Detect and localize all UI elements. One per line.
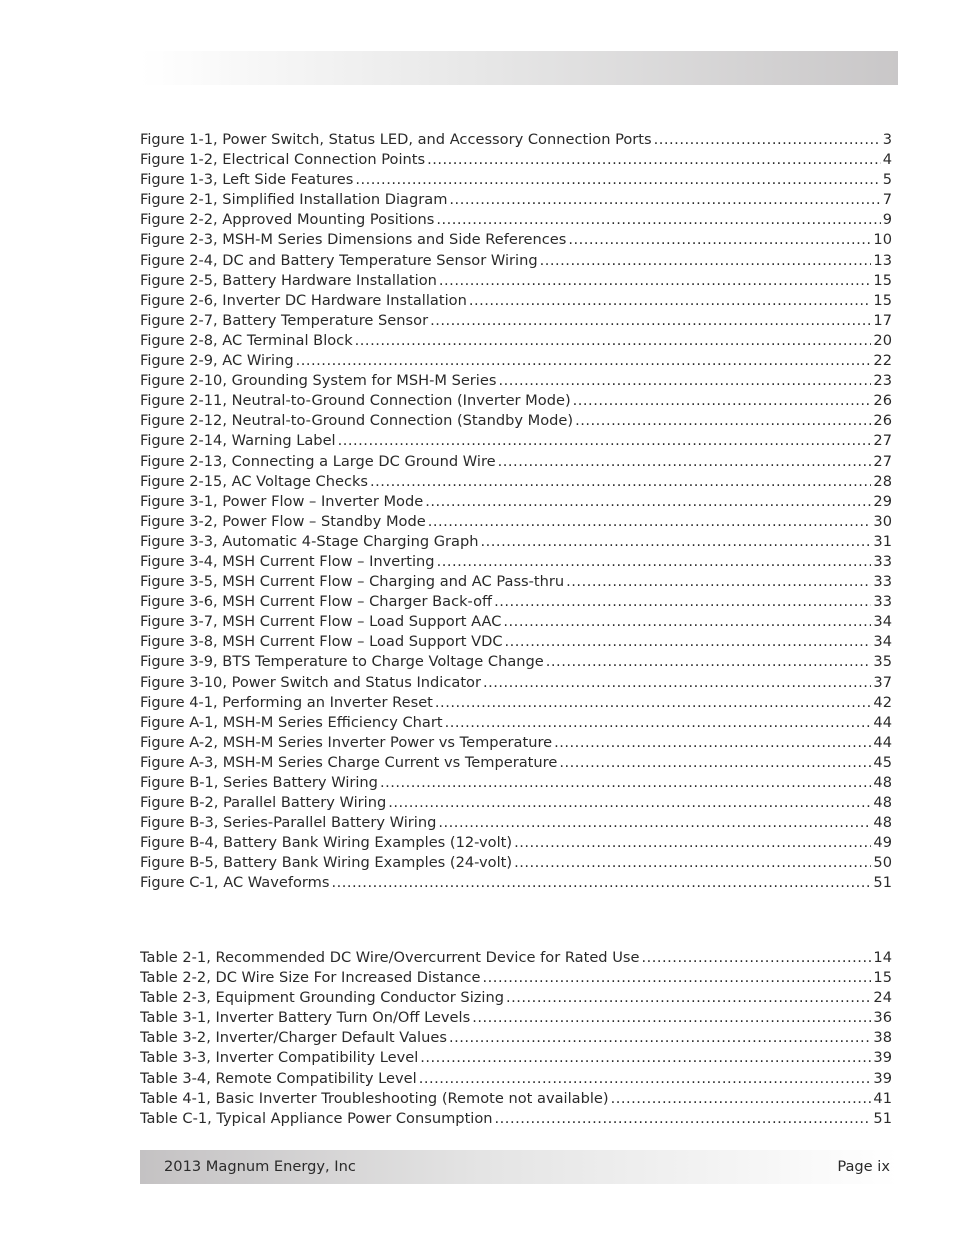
- dot-leader: [435, 693, 872, 713]
- figure-entry[interactable]: [140, 552, 892, 572]
- figure-entry-title: Figure 4-1, Performing an Inverter Reset: [140, 693, 433, 711]
- figure-entry-page: 22: [873, 352, 892, 370]
- figure-entry-page: 23: [873, 372, 892, 390]
- dot-leader: [425, 492, 871, 512]
- figure-entry[interactable]: [140, 693, 892, 713]
- dot-leader: [420, 1048, 871, 1068]
- figure-entry-page: 10: [873, 231, 892, 249]
- figure-entry-page: 27: [873, 432, 892, 450]
- figure-entry[interactable]: [140, 150, 892, 170]
- figure-entry[interactable]: [140, 452, 892, 472]
- figure-entry-page: 7: [882, 191, 892, 209]
- list-of-tables: [140, 948, 892, 1129]
- dot-leader: [449, 1028, 871, 1048]
- dot-leader: [498, 452, 872, 472]
- figure-entry-title: Figure 2-12, Neutral-to-Ground Connection (Standby Mode): [140, 412, 574, 430]
- figure-entry-page: 5: [882, 171, 892, 189]
- dot-leader: [388, 793, 871, 813]
- figure-entry[interactable]: [140, 652, 892, 672]
- dot-leader: [428, 512, 872, 532]
- dot-leader: [439, 271, 872, 291]
- figure-entry-page: 49: [873, 834, 892, 852]
- dot-leader: [554, 733, 871, 753]
- dot-leader: [355, 170, 880, 190]
- table-entry[interactable]: [140, 1089, 892, 1109]
- figure-entry[interactable]: [140, 512, 892, 532]
- figure-entry[interactable]: [140, 853, 892, 873]
- figure-entry[interactable]: [140, 371, 892, 391]
- figure-entry[interactable]: [140, 271, 892, 291]
- header-bar: [140, 51, 898, 85]
- figure-entry-page: 15: [873, 271, 892, 289]
- table-entry[interactable]: [140, 1048, 892, 1068]
- figure-entry-page: 13: [873, 251, 892, 269]
- dot-leader: [503, 612, 871, 632]
- footer-bar: [140, 1150, 898, 1184]
- dot-leader: [449, 190, 880, 210]
- table-entry[interactable]: [140, 968, 892, 988]
- dot-leader: [472, 1008, 871, 1028]
- figure-entry[interactable]: [140, 713, 892, 733]
- figure-entry[interactable]: [140, 632, 892, 652]
- figure-entry-page: 28: [873, 472, 892, 490]
- dot-leader: [419, 1069, 872, 1089]
- dot-leader: [438, 813, 871, 833]
- dot-leader: [437, 552, 872, 572]
- figure-entry-page: 42: [873, 693, 892, 711]
- figure-entry[interactable]: [140, 773, 892, 793]
- figure-entry-page: 26: [873, 412, 892, 430]
- dot-leader: [427, 150, 881, 170]
- figure-entry-page: 31: [873, 532, 892, 550]
- figure-entry[interactable]: [140, 210, 892, 230]
- dot-leader: [514, 833, 871, 853]
- figure-entry-title: Figure 2-9, AC Wiring: [140, 352, 294, 370]
- figure-entry-title: Figure 2-6, Inverter DC Hardware Installation: [140, 291, 467, 309]
- dot-leader: [355, 331, 872, 351]
- figure-entry-page: 29: [873, 492, 892, 510]
- figure-entry[interactable]: [140, 873, 892, 893]
- figure-entry-title: Figure 3-1, Power Flow – Inverter Mode: [140, 492, 424, 510]
- figure-entry[interactable]: [140, 391, 892, 411]
- figure-entry[interactable]: [140, 291, 892, 311]
- figure-entry-title: Figure 2-1, Simplified Installation Diagram: [140, 191, 448, 209]
- figure-entry-page: 45: [873, 753, 892, 771]
- figure-entry-page: 51: [873, 874, 892, 892]
- table-entry-title: Table 2-3, Equipment Grounding Conductor Sizing: [140, 989, 504, 1007]
- figure-entry[interactable]: [140, 431, 892, 451]
- figure-entry-title: Figure 3-2, Power Flow – Standby Mode: [140, 512, 426, 530]
- dot-leader: [483, 673, 871, 693]
- dot-leader: [514, 853, 871, 873]
- table-entry-page: 39: [873, 1049, 892, 1067]
- figure-entry[interactable]: [140, 472, 892, 492]
- figure-entry-page: 35: [873, 653, 892, 671]
- figure-entry-title: Figure B-2, Parallel Battery Wiring: [140, 794, 387, 812]
- figure-entry-title: Figure 3-10, Power Switch and Status Indicator: [140, 673, 481, 691]
- dot-leader: [469, 291, 872, 311]
- table-entry-page: 51: [873, 1109, 892, 1127]
- figure-entry-title: Figure 2-14, Warning Label: [140, 432, 336, 450]
- dot-leader: [546, 652, 872, 672]
- figure-entry-page: 33: [873, 552, 892, 570]
- figure-entry-page: 44: [873, 733, 892, 751]
- figure-entry-title: Figure 2-3, MSH-M Series Dimensions and Side References: [140, 231, 567, 249]
- figure-entry[interactable]: [140, 130, 892, 150]
- figure-entry[interactable]: [140, 311, 892, 331]
- table-entry[interactable]: [140, 1008, 892, 1028]
- figure-entry-page: 30: [873, 512, 892, 530]
- figure-entry-page: 15: [873, 291, 892, 309]
- figure-entry[interactable]: [140, 331, 892, 351]
- figure-entry[interactable]: [140, 813, 892, 833]
- dot-leader: [641, 948, 871, 968]
- figure-entry[interactable]: [140, 833, 892, 853]
- figure-entry-page: 33: [873, 593, 892, 611]
- table-entry-title: Table 4-1, Basic Inverter Troubleshooting (Remote not available): [140, 1089, 609, 1107]
- table-entry-page: 24: [873, 989, 892, 1007]
- figure-entry-title: Figure B-4, Battery Bank Wiring Examples (12-volt): [140, 834, 513, 852]
- dot-leader: [338, 431, 872, 451]
- figure-entry-title: Figure 1-1, Power Switch, Status LED, and Accessory Connection Ports: [140, 131, 652, 148]
- figure-entry-page: 34: [873, 613, 892, 631]
- dot-leader: [566, 572, 871, 592]
- figure-entry[interactable]: [140, 572, 892, 592]
- figure-entry[interactable]: [140, 753, 892, 773]
- figure-entry[interactable]: [140, 612, 892, 632]
- figure-entry-title: Figure 2-5, Battery Hardware Installation: [140, 271, 437, 289]
- table-entry-page: 14: [873, 949, 892, 966]
- figure-entry-page: 9: [882, 211, 892, 229]
- figure-entry-page: 50: [873, 854, 892, 872]
- table-entry-page: 41: [873, 1089, 892, 1107]
- figure-entry[interactable]: [140, 190, 892, 210]
- figure-entry-page: 26: [873, 392, 892, 410]
- dot-leader: [495, 1109, 872, 1129]
- table-entry-title: Table 3-3, Inverter Compatibility Level: [140, 1049, 419, 1067]
- figure-entry-title: Figure 3-9, BTS Temperature to Charge Voltage Change: [140, 653, 544, 671]
- figure-entry-title: Figure 2-2, Approved Mounting Positions: [140, 211, 435, 229]
- dot-leader: [575, 411, 871, 431]
- figure-entry[interactable]: [140, 411, 892, 431]
- dot-leader: [505, 632, 872, 652]
- figure-entry-title: Figure 1-3, Left Side Features: [140, 171, 354, 189]
- figure-entry-title: Figure 2-7, Battery Temperature Sensor: [140, 311, 429, 329]
- figure-entry-title: Figure 2-13, Connecting a Large DC Ground Wire: [140, 452, 496, 470]
- figure-entry-page: 3: [882, 131, 892, 148]
- figure-entry-title: Figure 2-10, Grounding System for MSH-M Series: [140, 372, 497, 390]
- table-entry[interactable]: [140, 948, 892, 968]
- figure-entry-page: 37: [873, 673, 892, 691]
- dot-leader: [573, 391, 872, 411]
- table-entry-page: 38: [873, 1029, 892, 1047]
- dot-leader: [568, 230, 871, 250]
- figure-entry-title: Figure 2-4, DC and Battery Temperature Sensor Wiring: [140, 251, 538, 269]
- figure-entry-page: 27: [873, 452, 892, 470]
- figure-entry-title: Figure 3-6, MSH Current Flow – Charger Back-off: [140, 593, 493, 611]
- figure-entry[interactable]: [140, 351, 892, 371]
- figure-entry-page: 48: [873, 774, 892, 791]
- figure-entry-page: 34: [873, 633, 892, 651]
- figure-entry-title: Figure 3-5, MSH Current Flow – Charging and AC Pass-thru: [140, 573, 565, 591]
- figure-entry-title: Figure A-1, MSH-M Series Efficiency Chart: [140, 713, 443, 731]
- dot-leader: [445, 713, 872, 733]
- figure-entry[interactable]: [140, 170, 892, 190]
- dot-leader: [540, 251, 872, 271]
- table-entry-title: Table 3-4, Remote Compatibility Level: [140, 1069, 417, 1087]
- figure-entry-title: Figure 2-11, Neutral-to-Ground Connection (Inverter Mode): [140, 392, 571, 410]
- figure-entry-title: Figure A-3, MSH-M Series Charge Current vs Temperature: [140, 753, 558, 771]
- figure-entry[interactable]: [140, 592, 892, 612]
- dot-leader: [611, 1089, 872, 1109]
- figure-entry[interactable]: [140, 793, 892, 813]
- list-of-figures: [140, 130, 892, 894]
- dot-leader: [296, 351, 872, 371]
- figure-entry-title: Figure A-2, MSH-M Series Inverter Power vs Temperature: [140, 733, 553, 751]
- dot-leader: [331, 873, 871, 893]
- dot-leader: [436, 210, 880, 230]
- table-entry[interactable]: [140, 988, 892, 1008]
- figure-entry-title: Figure B-5, Battery Bank Wiring Examples (24-volt): [140, 854, 513, 872]
- table-entry[interactable]: [140, 1109, 892, 1129]
- figure-entry-page: 17: [873, 311, 892, 329]
- figure-entry-page: 4: [882, 151, 892, 169]
- dot-leader: [559, 753, 871, 773]
- table-entry-page: 39: [873, 1069, 892, 1087]
- figure-entry-page: 33: [873, 573, 892, 591]
- dot-leader: [380, 773, 871, 793]
- footer-copyright: 2013 Magnum Energy, Inc: [164, 1158, 356, 1175]
- table-entry-title: Table 2-1, Recommended DC Wire/Overcurrent Device for Rated Use: [140, 949, 640, 966]
- dot-leader: [370, 472, 871, 492]
- figure-entry-title: Figure 2-15, AC Voltage Checks: [140, 472, 369, 490]
- figure-entry-title: Figure B-1, Series Battery Wiring: [140, 774, 378, 791]
- figure-entry[interactable]: [140, 673, 892, 693]
- figure-entry-title: Figure 3-4, MSH Current Flow – Inverting: [140, 552, 435, 570]
- page-number: Page ix: [837, 1158, 890, 1175]
- dot-leader: [506, 988, 871, 1008]
- figure-entry-page: 44: [873, 713, 892, 731]
- table-entry[interactable]: [140, 1069, 892, 1089]
- figure-entry-title: Figure 3-8, MSH Current Flow – Load Support VDC: [140, 633, 503, 651]
- figure-entry-page: 48: [873, 814, 892, 832]
- figure-entry-title: Figure 2-8, AC Terminal Block: [140, 331, 353, 349]
- figure-entry-page: 20: [873, 331, 892, 349]
- table-entry-page: 36: [873, 1009, 892, 1027]
- table-entry-page: 15: [873, 969, 892, 987]
- dot-leader: [481, 532, 872, 552]
- dot-leader: [430, 311, 871, 331]
- dot-leader: [494, 592, 871, 612]
- table-entry-title: Table 3-1, Inverter Battery Turn On/Off Levels: [140, 1009, 471, 1027]
- figure-entry-title: Figure 3-7, MSH Current Flow – Load Support AAC: [140, 613, 502, 631]
- figure-entry[interactable]: [140, 532, 892, 552]
- figure-entry[interactable]: [140, 230, 892, 250]
- table-entry-title: Table 3-2, Inverter/Charger Default Values: [140, 1029, 447, 1047]
- dot-leader: [483, 968, 872, 988]
- figure-entry[interactable]: [140, 492, 892, 512]
- table-entry-title: Table C-1, Typical Appliance Power Consumption: [140, 1109, 493, 1127]
- dot-leader: [498, 371, 871, 391]
- figure-entry-page: 48: [873, 794, 892, 812]
- table-entry-title: Table 2-2, DC Wire Size For Increased Distance: [140, 969, 481, 987]
- figure-entry-title: Figure 1-2, Electrical Connection Points: [140, 151, 426, 169]
- dot-leader: [654, 130, 881, 150]
- figure-entry-title: Figure 3-3, Automatic 4-Stage Charging Graph: [140, 532, 479, 550]
- figure-entry-title: Figure C-1, AC Waveforms: [140, 874, 330, 892]
- figure-entry[interactable]: [140, 733, 892, 753]
- figure-entry-title: Figure B-3, Series-Parallel Battery Wiring: [140, 814, 437, 832]
- figure-entry[interactable]: [140, 251, 892, 271]
- table-entry[interactable]: [140, 1028, 892, 1048]
